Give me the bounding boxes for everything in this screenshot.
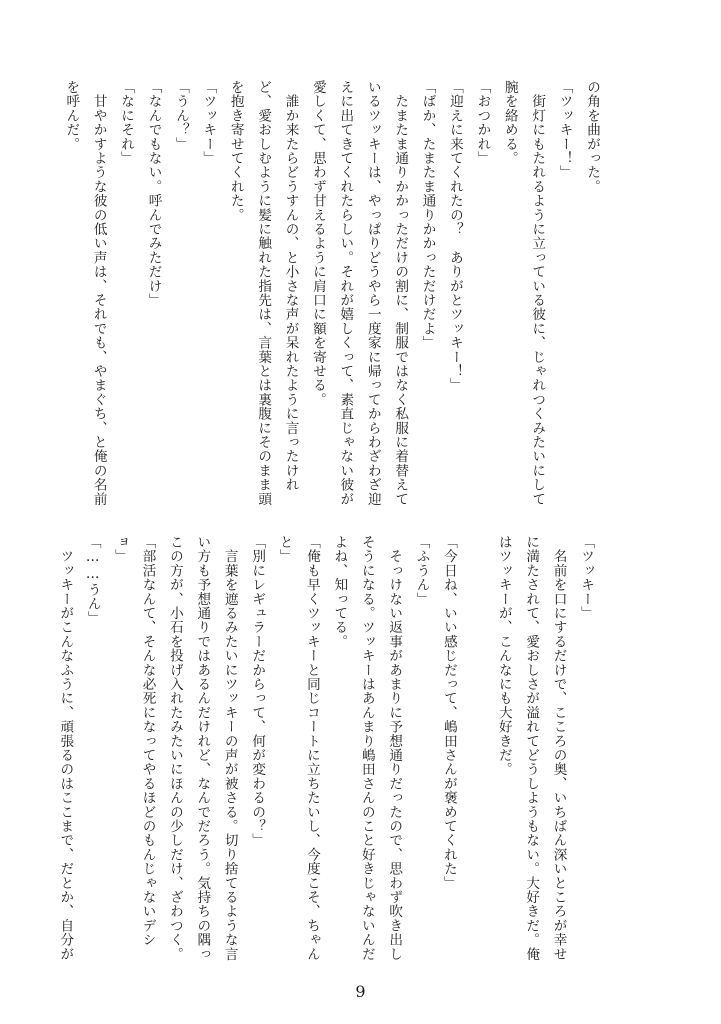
text-line: 「ツッキー」 (578, 535, 594, 621)
text-line: 甘やかすような彼の低い声は、それでも、やまぐち、と俺の名前 (90, 80, 107, 506)
text-line: この方が、小石を投げ入れたみたいにほんの少しだけ、ざわつく。 (166, 535, 183, 961)
text-line: 街灯にもたれるように立っている彼に、じゃれつくみたいにして (529, 80, 546, 506)
text-line: ツッキーがこんなふうに、頑張るのはここまで、だとか、自分が (57, 535, 74, 961)
text-line: 誰か来たらどうすんの、と小さな声が呆れたように言ったけれ (282, 80, 299, 492)
text-line: ど、愛おしむように髪に触れた指先は、言葉とは裏腹にそのまま頭 (255, 80, 272, 506)
text-line: を呼んだ。 (63, 80, 80, 151)
text-line: の角を曲がった。 (584, 80, 600, 194)
upper-text-block (57, 80, 605, 506)
text-line: 「なんでもない。呼んでみただけ」 (145, 80, 162, 308)
text-line: と」 (276, 535, 293, 564)
text-line: 愛しくて、思わず甘えるように肩口に額を寄せる。 (309, 80, 326, 407)
text-line: そっけない返事があまりに予想通りだったので、思わず吹き出し (386, 535, 403, 961)
text-line: に満たされて、愛おしさが溢れてどうしようもない。大好きだ。俺 (523, 535, 540, 961)
text-line: 「迎えに来てくれたの？ ありがとツッキー！」 (446, 80, 463, 393)
text-line: 「うん？」 (172, 80, 189, 151)
text-line: 言葉を遮るみたいにツッキーの声が被さる。切り捨てるような言 (221, 535, 238, 961)
text-line: えに出てきてくれたらしい。それが嬉しくって、素直じゃない彼が (337, 80, 354, 506)
page-number: 9 (355, 982, 366, 1001)
text-line: 腕を絡める。 (501, 80, 518, 166)
text-line: 「部活なんて、そんな必死になってやるほどのもんじゃないデシ (139, 535, 156, 947)
text-line: 「……うん」 (84, 535, 101, 625)
text-line: たまたま通りかかっただけの割に、制服ではなく私服に着替えて (392, 80, 409, 506)
text-line: よね、知ってる。 (331, 535, 348, 649)
text-line: いるツッキーは、やっぱりどうやら一度家に帰ってからわざわざ迎 (364, 80, 381, 506)
blank-line (462, 535, 489, 955)
text-line: 名前を口にするだけで、こころの奥、いちばん深いところが幸せ (550, 535, 567, 961)
text-line: 「俺も早くツッキーと同じコートに立ちたいし、今度こそ、ちゃん (303, 535, 320, 961)
text-line: 「なにそれ」 (118, 80, 135, 166)
text-line: 「今日ね、いい感じだって、嶋田さんが褒めてくれた」 (440, 535, 457, 890)
text-line: を抱き寄せてくれた。 (227, 80, 244, 222)
text-line: い方も予想通りではあるんだけれど、なんでだろう。気持ちの隅っ (194, 535, 211, 961)
text-line: 「ツッキー」 (200, 80, 217, 166)
text-line: 「別にレギュラーだからって、何が変わるの？」 (249, 535, 266, 848)
text-line: 「ツッキー！」 (556, 80, 573, 180)
text-line: 「ふうん」 (413, 535, 430, 606)
text-line: ョ」 (112, 535, 129, 564)
text-line: 「ばか、たまたま通りかかっただけだよ」 (419, 80, 436, 350)
lower-text-block (51, 535, 599, 961)
text-line: そうになる。ツッキーはあんまり嶋田さんのこと好きじゃないんだ (358, 535, 375, 961)
text-line: はツッキーが、こんなにも大好きだ。 (495, 535, 512, 777)
text-line: 「おつかれ」 (474, 80, 491, 166)
